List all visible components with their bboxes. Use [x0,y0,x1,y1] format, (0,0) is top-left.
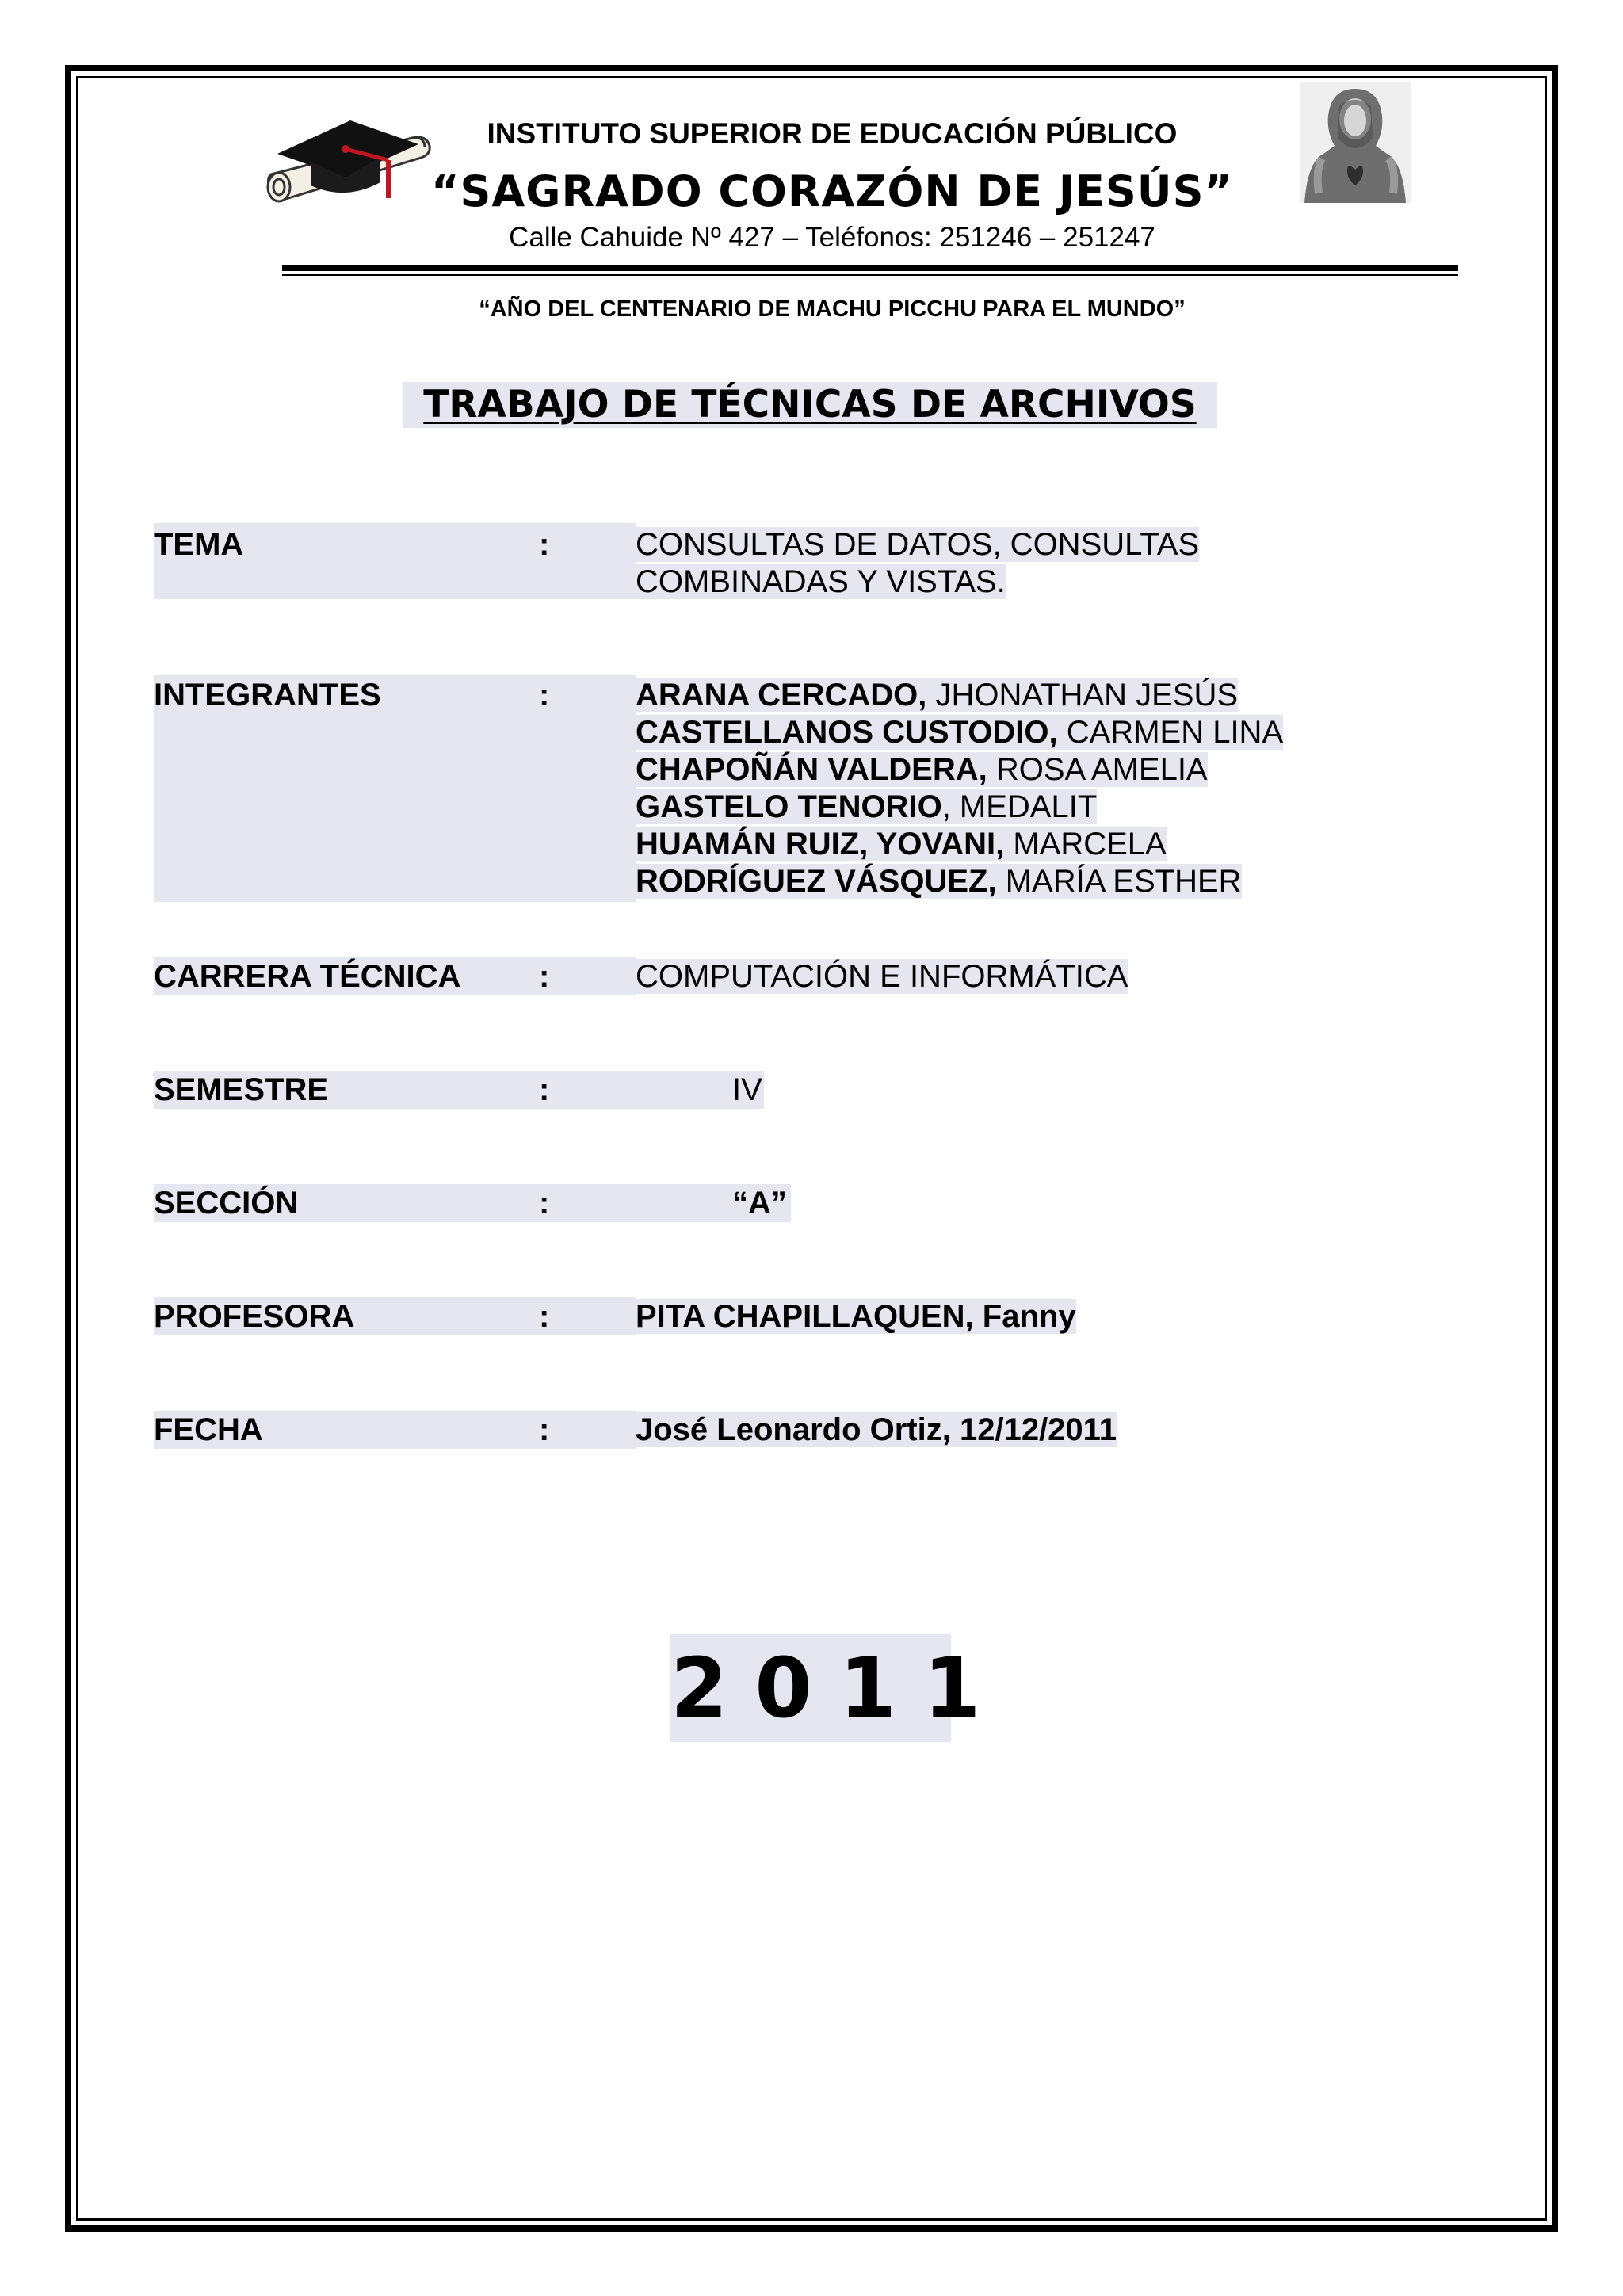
document-title: TRABAJO DE TÉCNICAS DE ARCHIVOS [403,382,1217,428]
school-name: “SAGRADO CORAZÓN DE JESÚS” [431,166,1233,216]
fecha-colon: : [539,1412,550,1447]
seccion-colon: : [539,1186,550,1221]
tema-label: TEMA [154,527,244,562]
integrantes-colon: : [539,678,550,712]
school-address: Calle Cahuide Nº 427 – Teléfonos: 251246 – 251247 [509,222,1155,253]
integrantes-label: INTEGRANTES [154,678,381,712]
header-rule-thin [282,274,1458,276]
member-1: ARANA CERCADO, JHONATHAN JESÚS [636,678,1239,712]
institute-line: INSTITUTO SUPERIOR DE EDUCACIÓN PÚBLICO [487,117,1178,150]
carrera-label: CARRERA TÉCNICA [154,959,461,994]
profesora-colon: : [539,1299,550,1334]
fecha-label: FECHA [154,1412,263,1447]
semestre-value: IV [732,1072,762,1107]
member-2: CASTELLANOS CUSTODIO, CARMEN LINA [636,715,1284,750]
tema-colon: : [539,527,550,562]
year-banner: 2011 [670,1634,951,1742]
semestre-label: SEMESTRE [154,1072,329,1107]
carrera-value: COMPUTACIÓN E INFORMÁTICA [636,959,1128,994]
member-6: RODRÍGUEZ VÁSQUEZ, MARÍA ESTHER [636,864,1242,899]
member-5: HUAMÁN RUIZ, YOVANI, MARCELA [636,827,1167,861]
tema-value-line1: CONSULTAS DE DATOS, CONSULTAS [636,527,1200,562]
semestre-colon: : [539,1072,550,1107]
member-4: GASTELO TENORIO, MEDALIT [636,789,1098,824]
tema-value-line2: COMBINADAS Y VISTAS. [636,564,1006,599]
carrera-colon: : [539,959,550,994]
fecha-value: José Leonardo Ortiz, 12/12/2011 [636,1412,1117,1447]
year-motto: “AÑO DEL CENTENARIO DE MACHU PICCHU PARA EL MUNDO” [479,296,1186,322]
seccion-value: “A” [732,1186,787,1221]
seccion-label: SECCIÓN [154,1186,299,1221]
header-rule-thick [282,265,1458,271]
profesora-label: PROFESORA [154,1299,355,1334]
member-3: CHAPOÑÁN VALDERA, ROSA AMELIA [636,752,1208,787]
profesora-value: PITA CHAPILLAQUEN, Fanny [636,1299,1076,1334]
